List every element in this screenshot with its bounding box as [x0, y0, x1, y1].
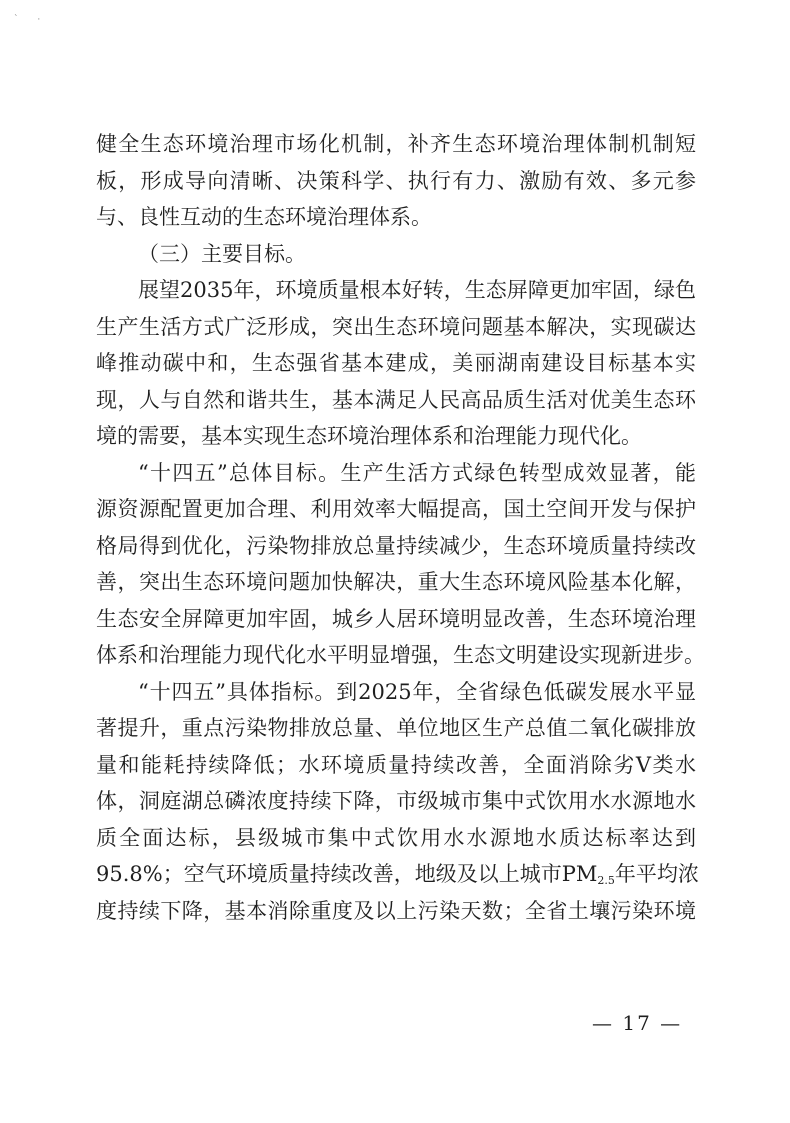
text-line: 量和能耗持续降低；水环境质量持续改善，全面消除劣Ⅴ类水 [96, 752, 696, 777]
text-line: 著提升，重点污染物排放总量、单位地区生产总值二氧化碳排放 [96, 716, 696, 740]
text-line: “十四五”具体指标。到2025年，全省绿色低碳发展水平显 [138, 679, 696, 704]
text-line: 生态安全屏障更加牢固，城乡人居环境明显改善，生态环境治理 [96, 606, 696, 631]
text-line: 源资源配置更加合理、利用效率大幅提高，国土空间开发与保护 [96, 497, 696, 521]
pm25-text-after: 年平均浓 [614, 862, 699, 886]
text-line: 展望2035年，环境质量根本好转，生态屏障更加牢固，绿色 [138, 278, 696, 302]
text-line: 与、良性互动的生态环境治理体系。 [96, 205, 432, 229]
scan-corner-mark: ` · [14, 15, 49, 25]
text-line: 格局得到优化，污染物排放总量持续减少，生态环境质量持续改 [96, 533, 696, 558]
text-line-pm25 [96, 856, 699, 893]
text-line: 生产生活方式广泛形成，突出生态环境问题基本解决，实现碳达 [96, 314, 696, 339]
text-line: 板，形成导向清晰、决策科学、执行有力、激励有效、多元参 [96, 168, 696, 193]
text-line: “十四五”总体目标。生产生活方式绿色转型成效显著，能 [138, 460, 696, 485]
pm25-text-before: 95.8%；空气环境质量持续改善，地级及以上城市PM [96, 862, 598, 886]
text-line: 度持续下降，基本消除重度及以上污染天数；全省土壤污染环境 [96, 898, 696, 923]
text-line: 峰推动碳中和，生态强省基本建成，美丽湖南建设目标基本实 [96, 351, 696, 375]
body-text [96, 126, 705, 929]
text-line: 善，突出生态环境问题加快解决，重大生态环境风险基本化解， [96, 570, 696, 594]
text-line: 体，洞庭湖总磷浓度持续下降，市级城市集中式饮用水水源地水 [96, 789, 696, 813]
text-line: 健全生态环境治理市场化机制，补齐生态环境治理体制机制短 [96, 132, 696, 156]
pm25-subscript: 2.5 [597, 874, 615, 887]
text-line: 现，人与自然和谐共生，基本满足人民高品质生活对优美生态环 [96, 387, 696, 412]
text-line: 质全面达标，县级城市集中式饮用水水源地水质达标率达到 [96, 825, 696, 850]
page-number: — 17 — [592, 1011, 683, 1035]
section-heading: （三）主要目标。 [138, 241, 306, 266]
text-line: 境的需要，基本实现生态环境治理体系和治理能力现代化。 [96, 424, 642, 448]
text-line: 体系和治理能力现代化水平明显增强，生态文明建设实现新进步。 [96, 643, 705, 667]
